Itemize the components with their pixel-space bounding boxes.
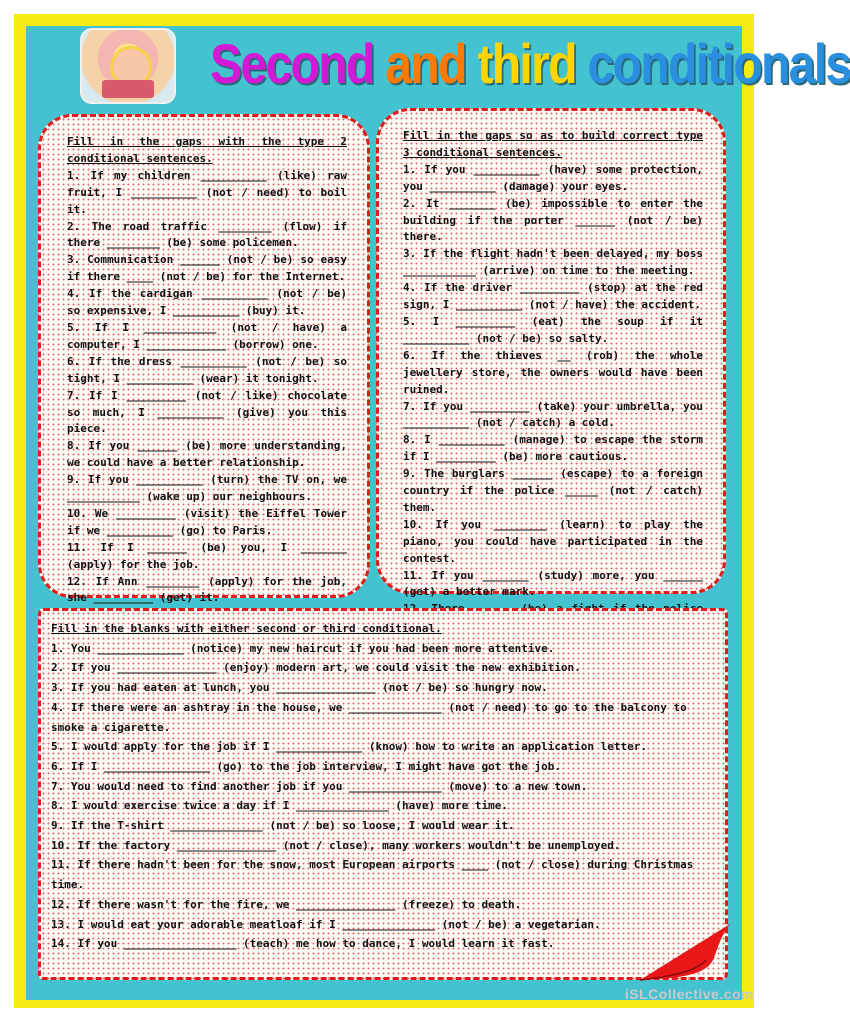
exercise-item: 1. You _____________ (notice) my new haircut if you had been more attentive. <box>51 641 555 655</box>
exercise-list-mixed <box>51 619 723 954</box>
exercise-item: 1. If my children __________ (like) raw fruit, I __________ (not / need) to boil it. <box>67 168 347 216</box>
exercise-list-type3 <box>403 128 703 635</box>
exercise-item: 2. If you _______________ (enjoy) modern art, we could visit the new exhibition. <box>51 661 581 675</box>
exercise-item: 11. If you _______ (study) more, you ______ (get) a better mark. <box>403 568 703 599</box>
watermark: iSLCollective.com <box>624 986 754 1002</box>
exercise-item: 9. If you __________ (turn) the TV on, we ___________ (wake up) our neighbours. <box>67 473 347 504</box>
exercise-item: 14. If you _________________ (teach) me how to dance, I would learn it fast. <box>51 937 555 951</box>
exercise-item: 8. If you ______ (be) more understanding, we could have a better relationship. <box>67 439 347 470</box>
exercise-item: 3. Communication ______ (not / be) so easy if there ____ (not / be) for the Internet. <box>67 253 347 284</box>
exercise-item: 2. It _______ (be) impossible to enter the building if the porter ______ (not / be) there. <box>403 196 703 244</box>
exercise-instruction: Fill in the gaps with the type 2 conditional sentences. <box>67 135 347 165</box>
exercise-item: 7. If you _________ (take) your umbrella, you __________ (not / catch) a cold. <box>403 399 703 430</box>
exercise-item: 12. If there wasn't for the fire, we _______________ (freeze) to death. <box>51 897 522 911</box>
exercise-item: 3. If the flight hadn't been delayed, my boss ___________ (arrive) on time to the meeting. <box>403 247 703 278</box>
exercise-item: 9. The burglars ______ (escape) to a foreign country if the police _____ (not / catch) them. <box>403 467 703 514</box>
exercise-item: 4. If the cardigan __________ (not / be) so expensive, I __________ (buy) it. <box>67 287 347 318</box>
page-curl-decoration <box>636 924 732 982</box>
exercise-item: 6. If I ________________ (go) to the job interview, I might have got the job. <box>51 759 561 773</box>
exercise-item: 5. I _________ (eat) the soup if it __________ (not / be) so salty. <box>403 314 703 345</box>
exercise-item: 2. The road traffic ________ (flow) if there ________ (be) some policemen. <box>67 219 347 250</box>
exercise-panel-mixed <box>38 608 728 980</box>
exercise-panel-type3 <box>376 108 726 599</box>
exercise-item: 11. If there hadn't been for the snow, most European airports ____ (not / close) during Christmas time. <box>51 858 694 892</box>
exercise-item: 3. If you had eaten at lunch, you _______________ (not / be) so hungry now. <box>51 681 548 695</box>
exercise-item: 8. I would exercise twice a day if I ______________ (have) more time. <box>51 799 508 813</box>
title-word-and: and <box>385 32 466 95</box>
exercise-item: 1. If you __________ (have) some protection, you __________ (damage) your eyes. <box>403 162 703 193</box>
exercise-item: 5. I would apply for the job if I _____________ (know) how to write an application letter. <box>51 740 648 754</box>
exercise-item: 11. If I ______ (be) you, I _______ (apply) for the job. <box>67 540 347 571</box>
exercise-item: 10. If you ________ (learn) to play the piano, you could have participated in the contest. <box>403 517 703 565</box>
exercise-item: 5. If I ___________ (not / have) a computer, I ____________ (borrow) one. <box>67 320 347 351</box>
exercise-item: 12. If Ann ________ (apply) for the job, she _________ (get) it. <box>67 574 347 605</box>
title-word-second: Second <box>210 32 374 95</box>
title-word-conditionals: conditionals <box>587 32 850 95</box>
exercise-item: 4. If there were an ashtray in the house, we ______________ (not / need) to go to the balcony to smoke a cigarette. <box>51 700 687 734</box>
book-icon <box>102 80 154 98</box>
exercise-item: 10. If the factory _______________ (not / close), many workers wouldn't be unemployed. <box>51 838 621 852</box>
title-word-third: third <box>477 32 576 95</box>
exercise-item: 6. If the dress __________ (not / be) so tight, I __________ (wear) it tonight. <box>67 354 347 385</box>
exercise-item: 7. You would need to find another job if you ______________ (move) to a new town. <box>51 779 588 793</box>
exercise-item: 7. If I _________ (not / like) chocolate so much, I __________ (give) you this piece. <box>67 388 347 436</box>
exercise-instruction: Fill in the blanks with either second or third conditional. <box>51 622 442 635</box>
girl-reading-illustration <box>80 28 176 104</box>
exercise-item: 10. We _________ (visit) the Eiffel Tower if we __________ (go) to Paris. <box>67 506 347 537</box>
exercise-item: 13. I would eat your adorable meatloaf if I ______________ (not / be) a vegetarian. <box>51 917 601 931</box>
exercise-panel-type2 <box>38 114 370 605</box>
exercise-item: 8. I __________ (manage) to escape the storm if I _________ (be) more cautious. <box>403 433 703 464</box>
worksheet-title <box>210 24 850 104</box>
exercise-item: 9. If the T-shirt ______________ (not / be) so loose, I would wear it. <box>51 819 515 833</box>
exercise-item: 6. If the thieves __ (rob) the whole jewellery store, the owners would have been ruined. <box>403 348 703 396</box>
exercise-instruction: Fill in the gaps so as to build correct type 3 conditional sentences. <box>403 129 703 159</box>
exercise-list-type2 <box>67 134 347 607</box>
exercise-item: 4. If the driver _________ (stop) at the red sign, I __________ (not / have) the accident. <box>403 281 703 312</box>
